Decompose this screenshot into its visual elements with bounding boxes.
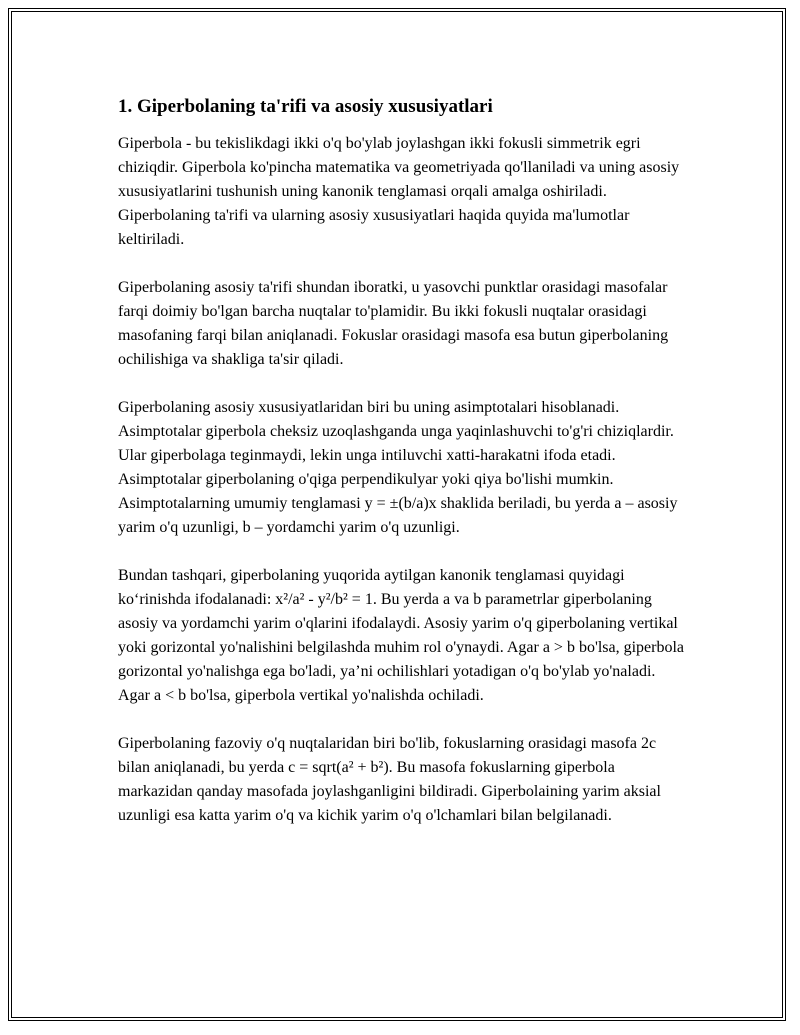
paragraph-canonical-equation: Bundan tashqari, giperbolaning yuqorida aytilgan kanonik tenglamasi quyidagi ko‘rinishda ifodalanadi: x²/a² - y²/b² = 1. Bu yerda a va b parametrlar giperbolaning asosiy va yordamchi yarim o'qlarini ifodalaydi. Asosiy yarim o'q giperbolaning vertikal yoki gorizontal yo'nalishini belgilashda muhim rol o'ynaydi. Agar a > b bo'lsa, giperbola gorizontal yo'nalishga ega bo'ladi, ya’ni ochilishlari yotadigan o'q bo'ylab yo'naladi. Agar a < b bo'lsa, giperbola vertikal yo'nalishda ochiladi. bbox=[118, 567, 685, 704]
paragraph-foci-distance: Giperbolaning fazoviy o'q nuqtalaridan biri bo'lib, fokuslarning orasidagi masofa 2c bilan aniqlanadi, bu yerda c = sqrt(a² + b²). Bu masofa fokuslarning giperbola markazidan qanday masofada joylashganligini bildiradi. Giperbolaining yarim aksial uzunligi esa katta yarim o'q va kichik yarim o'q o'lchamlari bilan belgilanadi. bbox=[118, 735, 661, 824]
paragraph-definition-intro: Giperbola - bu tekislikdagi ikki o'q bo'ylab joylashgan ikki fokusli simmetrik egri chiziqdir. Giperbola ko'pincha matematika va geometriyada qo'llaniladi va uning asosiy xususiyatlarini tushunish uning kanonik tenglamasi orqali amalga oshiriladi. Giperbolaning ta'rifi va ularning asosiy xususiyatlari haqida quyida ma'lumotlar keltiriladi. bbox=[118, 135, 680, 248]
document-body bbox=[118, 94, 688, 852]
paragraph-asymptotes: Giperbolaning asosiy xususiyatlaridan biri bu uning asimptotalari hisoblanadi. Asimptotalar giperbola cheksiz uzoqlashganda unga yaqinlashuvchi to'g'ri chiziqlardir. Ular giperbolaga teginmaydi, lekin unga intiluvchi xatti-harakatni ifoda etadi. Asimptotalar giperbolaning o'qiga perpendikulyar yoki qiya bo'lishi mumkin. Asimptotalarning umumiy tenglamasi y = ±(b/a)x shaklida beriladi, bu yerda a – asosiy yarim o'q uzunligi, b – yordamchi yarim o'q uzunligi. bbox=[118, 399, 678, 536]
paragraph-basic-definition: Giperbolaning asosiy ta'rifi shundan iboratki, u yasovchi punktlar orasidagi masofalar farqi doimiy bo'lgan barcha nuqtalar to'plamidir. Bu ikki fokusli nuqtalar orasidagi masofaning farqi bilan aniqlanadi. Fokuslar orasidagi masofa esa butun giperbolaning ochilishiga va shakliga ta'sir qiladi. bbox=[118, 279, 669, 368]
document-title: 1. Giperbolaning ta'rifi va asosiy xususiyatlari bbox=[118, 96, 493, 117]
